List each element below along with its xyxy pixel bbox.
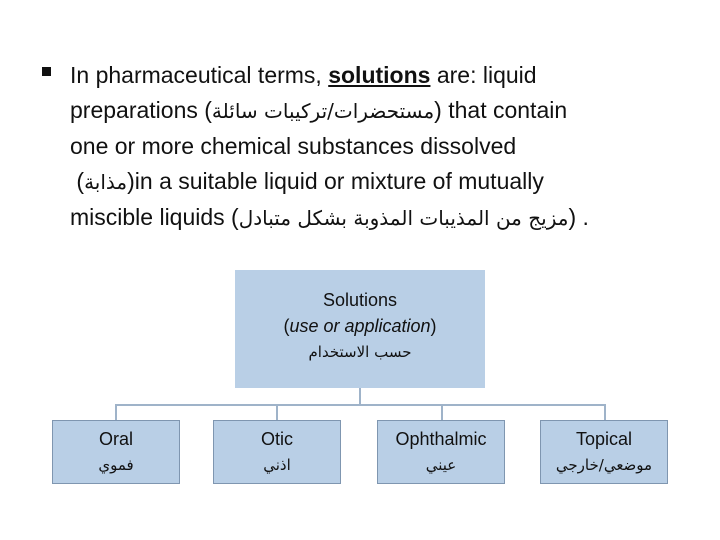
solutions-term: solutions: [328, 62, 431, 88]
connector-horizontal: [115, 404, 606, 406]
connector-vertical-root: [359, 388, 361, 405]
line2-suffix: ) that contain: [434, 97, 568, 123]
line2-prefix: preparations (: [70, 97, 212, 123]
root-arabic: حسب الاستخدام: [308, 343, 412, 361]
root-sub-close: ): [430, 316, 437, 336]
line-5: [70, 200, 682, 236]
connector-drop-oral: [115, 404, 117, 420]
leaf-ophthalmic-ar: عيني: [425, 456, 457, 474]
definition-text: [70, 58, 682, 236]
line-4: [70, 164, 682, 200]
line1-prefix: In pharmaceutical terms,: [70, 62, 329, 88]
connector-drop-topical: [604, 404, 606, 420]
leaf-topical-en: Topical: [575, 429, 633, 449]
root-title: Solutions: [322, 290, 398, 310]
line5-suffix: ) .: [568, 204, 589, 230]
line5-arabic: مزيج من المذيبات المذوبة بشكل متبادل: [238, 206, 569, 230]
leaf-ophthalmic: [377, 420, 505, 484]
line2-arabic: مستحضرات/تركيبات سائلة: [211, 99, 435, 123]
line4-open: (: [76, 168, 85, 194]
line-3: one or more chemical substances dissolved: [70, 133, 517, 159]
root-subtitle: [235, 313, 485, 339]
bullet-marker-icon: [42, 67, 51, 76]
line1-suffix: are: liquid: [430, 62, 537, 88]
line4-suffix: )in a suitable liquid or mixture of mutually: [127, 168, 544, 194]
leaf-ophthalmic-en: Ophthalmic: [395, 429, 487, 449]
leaf-oral-en: Oral: [98, 429, 133, 449]
leaf-topical-ar: موضعي/خارجي: [555, 456, 653, 474]
leaf-otic-ar: اذني: [263, 456, 291, 474]
connector-drop-otic: [276, 404, 278, 420]
leaf-otic-en: Otic: [260, 429, 293, 449]
line5-prefix: miscible liquids (: [70, 204, 239, 230]
leaf-oral-ar: فموي: [98, 456, 134, 474]
root-sub-italic: use or application: [289, 316, 431, 336]
leaf-oral: [52, 420, 180, 484]
line4-arabic: مذابة: [84, 170, 128, 194]
leaf-otic: [213, 420, 341, 484]
leaf-topical: [540, 420, 668, 484]
connector-drop-ophthalmic: [441, 404, 443, 420]
solutions-root-box: [235, 270, 485, 388]
line-2: [70, 93, 682, 129]
line-1: [70, 58, 682, 93]
root-sub-open: (: [283, 316, 290, 336]
